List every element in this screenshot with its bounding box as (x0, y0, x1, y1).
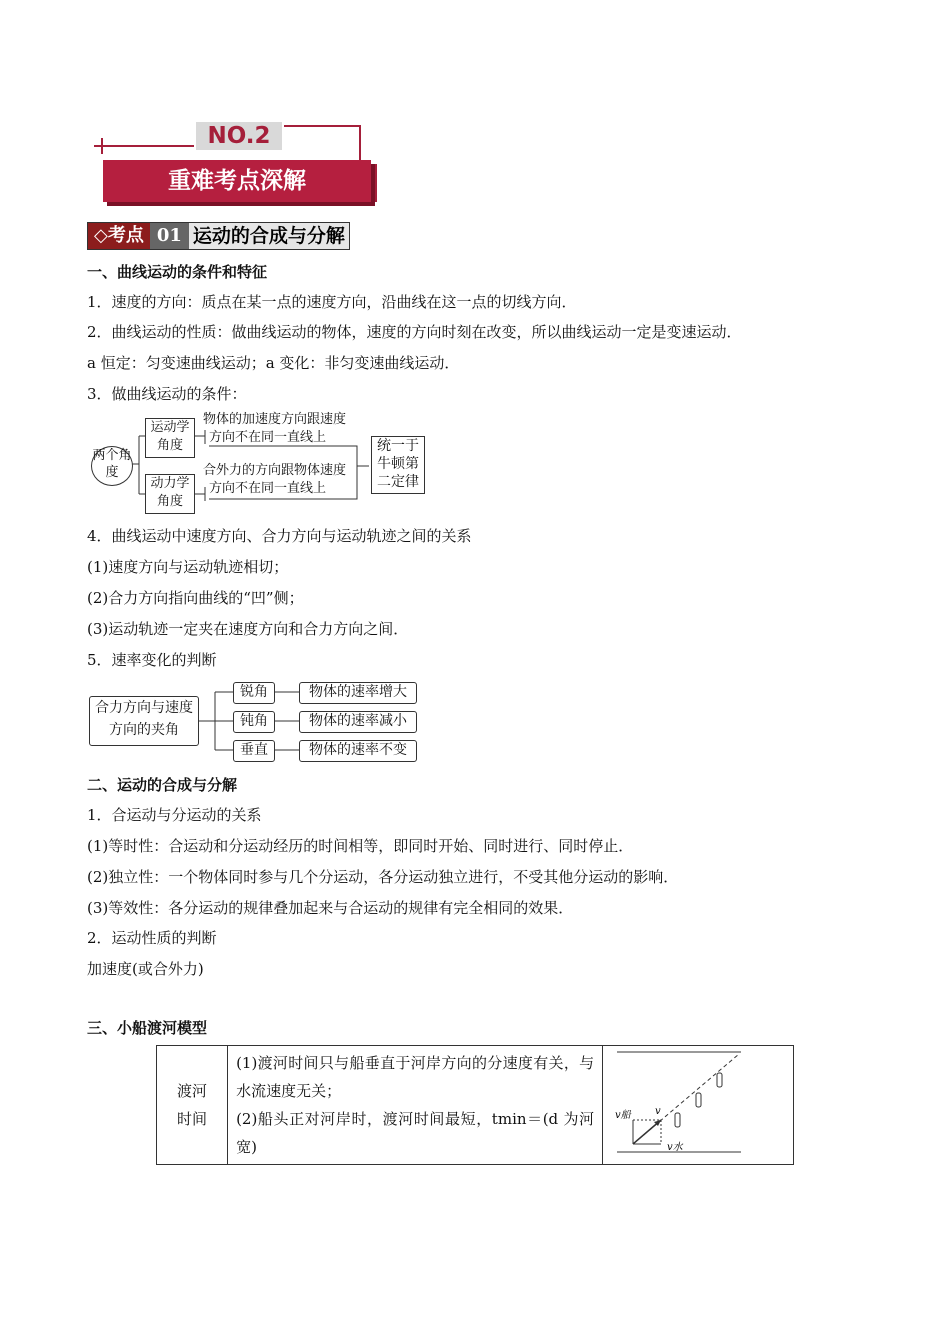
angle-root-node: 合力方向与速度方向的夹角 (89, 696, 199, 746)
ferry-row-label-text: 渡河时间 (177, 1082, 208, 1128)
dynamic-node: 动力学角度 (145, 474, 195, 514)
paragraph: (1)等时性：合运动和分运动经历的时间相等，即同时开始、同时进行、同时停止． (87, 837, 634, 855)
paragraph: (3)等效性：各分运动的规律叠加起来与合运动的规律有完全相同的效果． (87, 899, 574, 917)
paragraph: 3．做曲线运动的条件： (87, 385, 247, 403)
paragraph: 加速度(或合外力) (87, 960, 204, 978)
speed-diagram (87, 680, 427, 764)
paragraph: 1．合运动与分运动的关系 (87, 806, 262, 824)
root-node: 两个角度 (91, 446, 133, 486)
ferry-desc-2: (2)船头正对河岸时，渡河时间最短，tmin＝(d 为河宽) (236, 1110, 595, 1156)
ferry-table (156, 1045, 794, 1165)
section-index: 01 (150, 223, 189, 249)
paragraph: 2．运动性质的判断 (87, 929, 217, 947)
paragraph: (1)速度方向与运动轨迹相切； (87, 558, 289, 576)
ferry-row-label (157, 1046, 228, 1165)
angle-node-obtuse: 钝角 (233, 711, 275, 733)
kinematic-text-1: 物体的加速度方向跟速度 (203, 412, 347, 427)
result-node-decrease: 物体的速率减小 (299, 711, 417, 733)
result-node-constant: 物体的速率不变 (299, 740, 417, 762)
banner-title: 重难考点深解 (103, 160, 371, 202)
part1-heading: 一、曲线运动的条件和特征 (87, 263, 268, 281)
ferry-description (228, 1046, 603, 1165)
paragraph: 5．速率变化的判断 (87, 651, 217, 669)
result-node-increase: 物体的速率增大 (299, 682, 417, 704)
part2-heading: 二、运动的合成与分解 (87, 776, 238, 794)
section-marker: ◇考点 (88, 223, 150, 249)
angle-node-right: 垂直 (233, 740, 275, 762)
paragraph: 2．曲线运动的性质：做曲线运动的物体，速度的方向时刻在改变，所以曲线运动一定是变速运动． (87, 323, 742, 341)
paragraph: (2)合力方向指向曲线的“凹”侧； (87, 589, 304, 607)
paragraph: a 恒定：匀变速曲线运动；a 变化：非匀变速曲线运动． (87, 354, 460, 372)
dynamic-text-1: 合外力的方向跟物体速度 (203, 463, 347, 478)
paragraph: (2)独立性：一个物体同时参与几个分运动，各分运动独立进行，不受其他分运动的影响． (87, 868, 679, 886)
paragraph: 1．速度的方向：质点在某一点的速度方向，沿曲线在这一点的切线方向． (87, 293, 577, 311)
section-title: 运动的合成与分解 (189, 223, 349, 249)
paragraph: 4．曲线运动中速度方向、合力方向与运动轨迹之间的关系 (87, 527, 472, 545)
ferry-figure-cell (603, 1046, 794, 1165)
condition-diagram (87, 410, 437, 518)
section-header (87, 222, 350, 250)
ferry-desc-1: (1)渡河时间只与船垂直于河岸方向的分速度有关，与水流速度无关； (236, 1054, 595, 1100)
ferry-label-vwater: v水 (667, 1142, 683, 1153)
unify-node: 统一于牛顿第二定律 (371, 436, 425, 494)
kinematic-node: 运动学角度 (145, 418, 195, 458)
dynamic-text-2: 方向不在同一直线上 (209, 481, 327, 496)
ferry-figure (603, 1046, 791, 1164)
table-row (157, 1046, 794, 1165)
paragraph: (3)运动轨迹一定夹在速度方向和合力方向之间． (87, 620, 409, 638)
ferry-label-v: v (655, 1106, 661, 1117)
angle-node-acute: 锐角 (233, 682, 275, 704)
ferry-label-vboat: v船 (615, 1110, 631, 1121)
kinematic-text-2: 方向不在同一直线上 (209, 430, 327, 445)
banner-number: NO.2 (196, 122, 282, 150)
part3-heading: 三、小船渡河模型 (87, 1019, 208, 1037)
